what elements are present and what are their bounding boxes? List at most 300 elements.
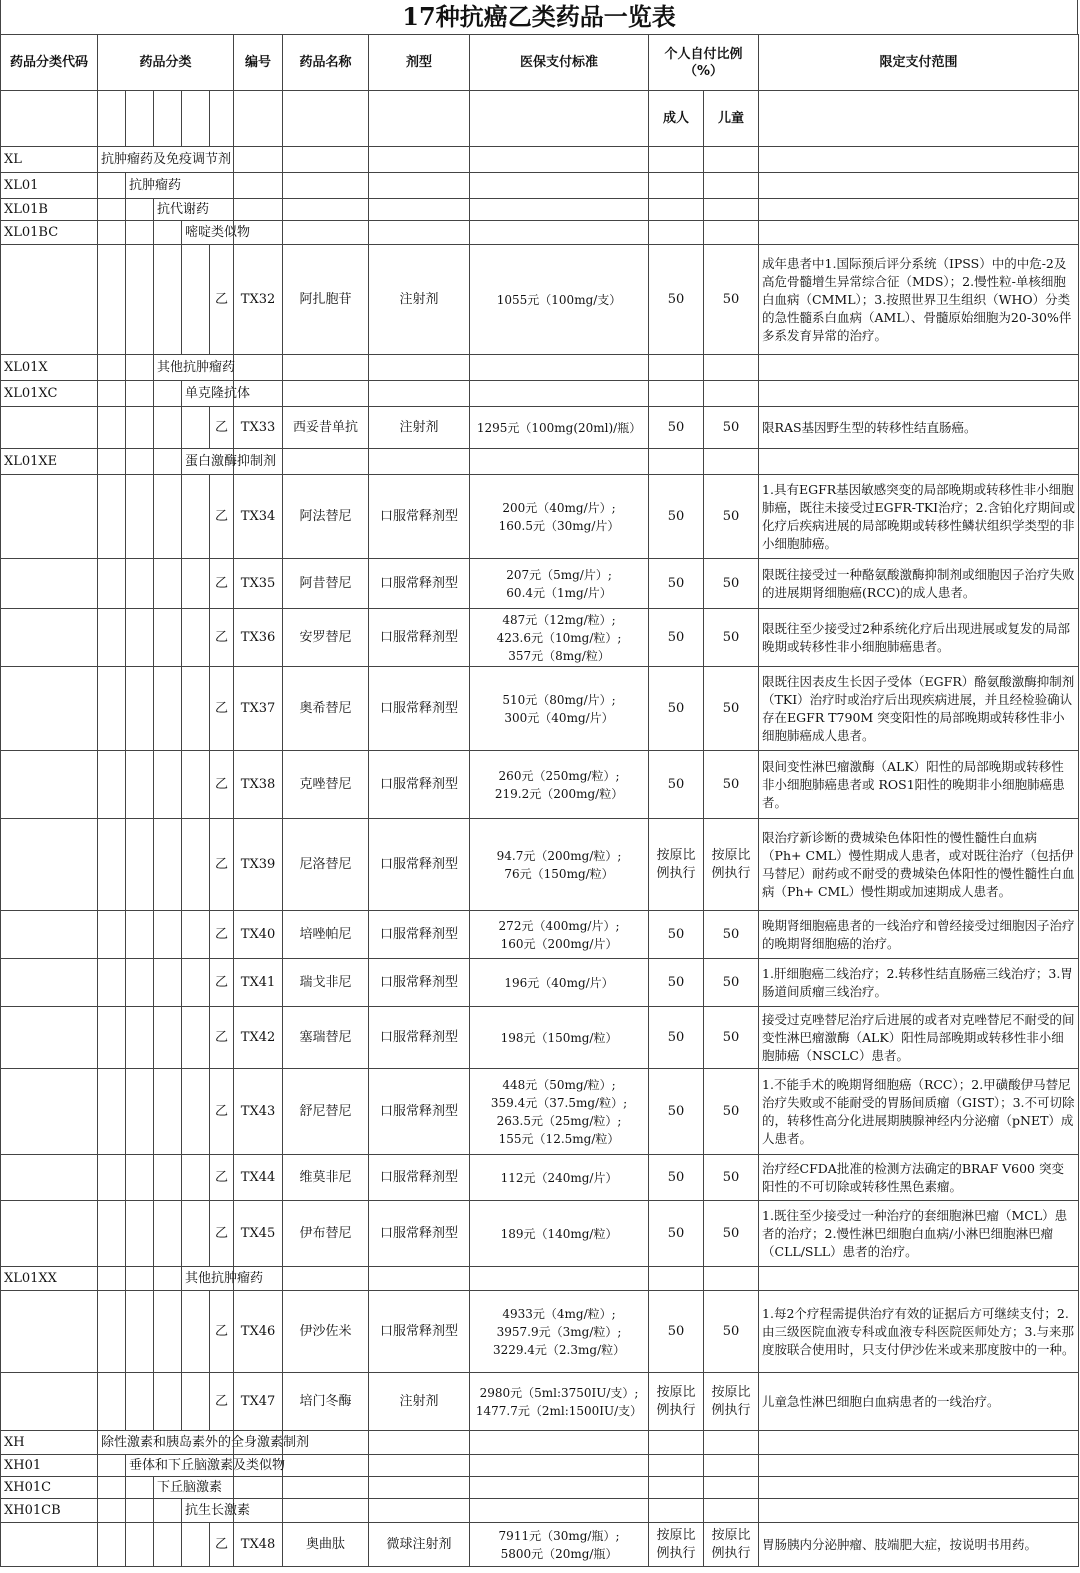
empty-cell <box>470 1477 649 1499</box>
empty-cell <box>470 173 649 199</box>
header-adult: 成人 <box>649 91 704 147</box>
empty-cell <box>182 667 210 751</box>
drug-name: 奥希替尼 <box>283 667 369 751</box>
empty-cell <box>283 221 369 245</box>
empty-cell <box>704 199 759 221</box>
drug-name: 伊布替尼 <box>283 1201 369 1267</box>
ratio-child: 50 <box>704 751 759 819</box>
empty-cell <box>126 1069 154 1155</box>
drug-form: 注射剂 <box>369 1373 470 1431</box>
empty-cell <box>283 1499 369 1523</box>
payment-standard-line: 160元（200mg/片） <box>500 936 618 951</box>
empty-cell <box>182 1523 210 1567</box>
empty-cell <box>1 559 98 609</box>
payment-scope: 儿童急性淋巴细胞白血病患者的一线治疗。 <box>759 1373 1079 1431</box>
empty-cell <box>98 199 126 221</box>
drug-number: TX39 <box>234 819 283 911</box>
drug-number: TX34 <box>234 475 283 559</box>
empty-cell <box>126 819 154 911</box>
table-row <box>1 751 1079 819</box>
empty-cell <box>649 1455 704 1477</box>
drug-number: TX43 <box>234 1069 283 1155</box>
header-number: 编号 <box>234 35 283 91</box>
empty-cell <box>126 355 154 381</box>
empty-cell <box>369 173 470 199</box>
empty-cell <box>182 819 210 911</box>
payment-standard-line: 155元（12.5mg/粒） <box>498 1131 620 1146</box>
ratio-adult: 50 <box>649 959 704 1007</box>
empty-cell <box>470 1499 649 1523</box>
category-row <box>1 1267 1079 1291</box>
category-row <box>1 1477 1079 1499</box>
payment-standard-line: 3229.4元（2.3mg/粒） <box>492 1342 626 1357</box>
ratio-child: 50 <box>704 911 759 959</box>
empty-cell <box>234 173 283 199</box>
drug-class-mark: 乙 <box>210 1523 234 1567</box>
category-row <box>1 1431 1079 1455</box>
payment-standard-line: 300元（40mg/片） <box>504 710 614 725</box>
empty-cell <box>126 1267 154 1291</box>
empty-cell <box>283 1477 369 1499</box>
empty-cell <box>154 1267 182 1291</box>
category-row <box>1 199 1079 221</box>
ratio-child: 50 <box>704 1155 759 1201</box>
empty-cell <box>283 173 369 199</box>
payment-standard <box>470 1155 649 1201</box>
empty-cell <box>154 1069 182 1155</box>
empty-cell <box>283 147 369 173</box>
empty-cell <box>126 667 154 751</box>
header-form: 剂型 <box>369 35 470 91</box>
drug-class-mark: 乙 <box>210 911 234 959</box>
drug-form: 口服常释剂型 <box>369 819 470 911</box>
empty-cell <box>649 1267 704 1291</box>
category-row <box>1 449 1079 475</box>
header-blank <box>154 91 182 147</box>
empty-cell <box>182 1373 210 1431</box>
empty-cell <box>126 245 154 355</box>
category-code: XH01C <box>1 1477 98 1499</box>
category-label: 下丘脑激素 <box>154 1477 234 1499</box>
category-code: XL <box>1 147 98 173</box>
empty-cell <box>649 355 704 381</box>
category-code: XH <box>1 1431 98 1455</box>
category-label: 嘧啶类似物 <box>182 221 234 245</box>
empty-cell <box>1 245 98 355</box>
payment-standard-line: 160.5元（30mg/片） <box>498 518 620 533</box>
ratio-adult: 50 <box>649 1069 704 1155</box>
empty-cell <box>98 1201 126 1267</box>
empty-cell <box>369 381 470 407</box>
payment-standard <box>470 1291 649 1373</box>
category-label: 抗生长激素 <box>182 1499 234 1523</box>
table-row <box>1 559 1079 609</box>
drug-number: TX41 <box>234 959 283 1007</box>
empty-cell <box>154 959 182 1007</box>
empty-cell <box>154 449 182 475</box>
drug-class-mark: 乙 <box>210 475 234 559</box>
payment-standard <box>470 911 649 959</box>
empty-cell <box>369 1499 470 1523</box>
empty-cell <box>283 1455 369 1477</box>
drug-name: 克唑替尼 <box>283 751 369 819</box>
empty-cell <box>154 559 182 609</box>
ratio-child: 50 <box>704 559 759 609</box>
drug-form: 注射剂 <box>369 245 470 355</box>
ratio-adult: 按原比例执行 <box>649 1373 704 1431</box>
empty-cell <box>154 1291 182 1373</box>
ratio-adult: 50 <box>649 1007 704 1069</box>
empty-cell <box>182 1155 210 1201</box>
drug-name: 维莫非尼 <box>283 1155 369 1201</box>
empty-cell <box>126 381 154 407</box>
ratio-child: 50 <box>704 959 759 1007</box>
header-row-2 <box>1 91 1079 147</box>
empty-cell <box>154 667 182 751</box>
header-blank <box>1 91 98 147</box>
payment-standard <box>470 667 649 751</box>
empty-cell <box>704 173 759 199</box>
payment-standard-line: 448元（50mg/粒）; <box>502 1077 616 1092</box>
empty-cell <box>1 911 98 959</box>
drug-class-mark: 乙 <box>210 609 234 667</box>
category-code: XH01CB <box>1 1499 98 1523</box>
payment-scope: 限既往至少接受过2种系统化疗后出现进展或复发的局部晚期或转移性非小细胞肺癌患者。 <box>759 609 1079 667</box>
category-code: XL01BC <box>1 221 98 245</box>
payment-scope: 限既往接受过一种酪氨酸激酶抑制剂或细胞因子治疗失败的进展期肾细胞癌(RCC)的成人患者。 <box>759 559 1079 609</box>
drug-name: 阿昔替尼 <box>283 559 369 609</box>
payment-standard-line: 3957.9元（3mg/粒）; <box>496 1324 622 1339</box>
drug-class-mark: 乙 <box>210 407 234 449</box>
empty-cell <box>126 1291 154 1373</box>
category-row <box>1 221 1079 245</box>
empty-cell <box>1 1373 98 1431</box>
payment-standard-line: 7911元（30mg/瓶）; <box>498 1528 620 1543</box>
payment-standard-line: 1295元（100mg(20ml)/瓶） <box>476 420 642 435</box>
drug-class-mark: 乙 <box>210 959 234 1007</box>
empty-cell <box>283 1267 369 1291</box>
payment-standard <box>470 1007 649 1069</box>
empty-cell <box>470 449 649 475</box>
category-label: 其他抗肿瘤药 <box>182 1267 234 1291</box>
empty-cell <box>704 355 759 381</box>
drug-class-mark: 乙 <box>210 1291 234 1373</box>
payment-scope: 限RAS基因野生型的转移性结直肠癌。 <box>759 407 1079 449</box>
empty-cell <box>470 355 649 381</box>
drug-form: 口服常释剂型 <box>369 751 470 819</box>
payment-standard-line: 359.4元（37.5mg/粒）; <box>490 1095 628 1110</box>
table-row <box>1 1373 1079 1431</box>
empty-cell <box>1 751 98 819</box>
payment-scope: 限既往因表皮生长因子受体（EGFR）酪氨酸激酶抑制剂（TKI）治疗时或治疗后出现疾病进展，并且经检验确认存在EGFR T790M 突变阳性的局部晚期或转移性非小细胞肺癌成人患者。 <box>759 667 1079 751</box>
empty-cell <box>126 1499 154 1523</box>
drug-name: 培门冬酶 <box>283 1373 369 1431</box>
payment-standard-line: 189元（140mg/粒） <box>500 1226 618 1241</box>
empty-cell <box>1 1291 98 1373</box>
payment-scope: 胃肠胰内分泌肿瘤、肢端肥大症，按说明书用药。 <box>759 1523 1079 1567</box>
empty-cell <box>470 1455 649 1477</box>
empty-cell <box>98 1267 126 1291</box>
payment-standard-line: 1055元（100mg/支） <box>496 292 622 307</box>
empty-cell <box>759 1499 1079 1523</box>
empty-cell <box>283 199 369 221</box>
category-code: XH01 <box>1 1455 98 1477</box>
empty-cell <box>182 475 210 559</box>
empty-cell <box>98 911 126 959</box>
empty-cell <box>126 407 154 449</box>
empty-cell <box>1 1201 98 1267</box>
header-code: 药品分类代码 <box>1 35 98 91</box>
drug-form: 口服常释剂型 <box>369 1291 470 1373</box>
empty-cell <box>126 475 154 559</box>
ratio-child: 50 <box>704 245 759 355</box>
header-child: 儿童 <box>704 91 759 147</box>
empty-cell <box>98 1477 126 1499</box>
empty-cell <box>759 449 1079 475</box>
empty-cell <box>126 199 154 221</box>
empty-cell <box>154 1499 182 1523</box>
drug-class-mark: 乙 <box>210 1007 234 1069</box>
empty-cell <box>126 1155 154 1201</box>
empty-cell <box>369 449 470 475</box>
empty-cell <box>369 221 470 245</box>
drug-form: 口服常释剂型 <box>369 1007 470 1069</box>
payment-standard-line: 4933元（4mg/粒）; <box>502 1306 616 1321</box>
drug-number: TX32 <box>234 245 283 355</box>
drug-number: TX48 <box>234 1523 283 1567</box>
header-blank <box>98 91 126 147</box>
table-row <box>1 245 1079 355</box>
payment-standard-line: 2980元（5ml:3750IU/支）; <box>479 1385 639 1400</box>
empty-cell <box>126 751 154 819</box>
payment-standard-line: 357元（8mg/粒） <box>508 648 610 663</box>
empty-cell <box>759 1455 1079 1477</box>
empty-cell <box>369 1431 470 1455</box>
drug-name: 伊沙佐米 <box>283 1291 369 1373</box>
drug-number: TX36 <box>234 609 283 667</box>
ratio-child: 按原比例执行 <box>704 1523 759 1567</box>
empty-cell <box>126 609 154 667</box>
drug-form: 口服常释剂型 <box>369 475 470 559</box>
empty-cell <box>1 1007 98 1069</box>
ratio-adult: 按原比例执行 <box>649 1523 704 1567</box>
payment-scope: 接受过克唑替尼治疗后进展的或者对克唑替尼不耐受的间变性淋巴瘤激酶（ALK）阳性局部晚期或转移性非小细胞肺癌（NSCLC）患者。 <box>759 1007 1079 1069</box>
empty-cell <box>98 245 126 355</box>
empty-cell <box>283 355 369 381</box>
empty-cell <box>759 381 1079 407</box>
empty-cell <box>98 449 126 475</box>
empty-cell <box>126 911 154 959</box>
empty-cell <box>98 221 126 245</box>
empty-cell <box>470 1431 649 1455</box>
empty-cell <box>649 1477 704 1499</box>
payment-standard-line: 510元（80mg/片）; <box>502 692 616 707</box>
drug-number: TX47 <box>234 1373 283 1431</box>
header-blank <box>234 91 283 147</box>
drug-form: 口服常释剂型 <box>369 1155 470 1201</box>
empty-cell <box>154 1155 182 1201</box>
empty-cell <box>1 1523 98 1567</box>
empty-cell <box>369 355 470 381</box>
payment-standard-line: 423.6元（10mg/粒）; <box>496 630 622 645</box>
empty-cell <box>759 147 1079 173</box>
payment-standard <box>470 1069 649 1155</box>
ratio-adult: 50 <box>649 475 704 559</box>
category-code: XL01XC <box>1 381 98 407</box>
drug-name: 瑞戈非尼 <box>283 959 369 1007</box>
empty-cell <box>1 819 98 911</box>
empty-cell <box>154 819 182 911</box>
empty-cell <box>182 1291 210 1373</box>
payment-standard-line: 272元（400mg/片）; <box>498 918 620 933</box>
empty-cell <box>126 1201 154 1267</box>
drug-number: TX44 <box>234 1155 283 1201</box>
drug-class-mark: 乙 <box>210 1069 234 1155</box>
category-row <box>1 381 1079 407</box>
empty-cell <box>182 1007 210 1069</box>
empty-cell <box>649 1499 704 1523</box>
drug-name: 培唑帕尼 <box>283 911 369 959</box>
empty-cell <box>98 959 126 1007</box>
empty-cell <box>126 449 154 475</box>
empty-cell <box>98 1069 126 1155</box>
ratio-child: 50 <box>704 1007 759 1069</box>
empty-cell <box>154 245 182 355</box>
payment-standard-line: 1477.7元（2ml:1500IU/支） <box>475 1403 643 1418</box>
drug-class-mark: 乙 <box>210 559 234 609</box>
payment-standard-line: 263.5元（25mg/粒）; <box>496 1113 622 1128</box>
table-row <box>1 667 1079 751</box>
empty-cell <box>154 1373 182 1431</box>
payment-scope: 1.具有EGFR基因敏感突变的局部晚期或转移性非小细胞肺癌，既往未接受过EGFR-TKI治疗；2.含铂化疗期间或化疗后疾病进展的局部晚期或转移性鳞状组织学类型的非小细胞肺癌。 <box>759 475 1079 559</box>
empty-cell <box>154 475 182 559</box>
empty-cell <box>154 407 182 449</box>
payment-scope: 1.每2个疗程需提供治疗有效的证据后方可继续支付；2.由三级医院血液专科或血液专科医院医师处方；3.与来那度胺联合使用时，只支付伊沙佐米或来那度胺中的一种。 <box>759 1291 1079 1373</box>
category-label: 除性激素和胰岛素外的全身激素制剂 <box>98 1431 234 1455</box>
empty-cell <box>704 1477 759 1499</box>
drug-class-mark: 乙 <box>210 1373 234 1431</box>
empty-cell <box>704 221 759 245</box>
empty-cell <box>182 1201 210 1267</box>
header-blank <box>470 91 649 147</box>
header-blank <box>369 91 470 147</box>
drug-class-mark: 乙 <box>210 1155 234 1201</box>
empty-cell <box>369 1455 470 1477</box>
ratio-adult: 50 <box>649 407 704 449</box>
payment-scope: 限间变性淋巴瘤激酶（ALK）阳性的局部晚期或转移性非小细胞肺癌患者或 ROS1阳性的晚期非小细胞肺癌患者。 <box>759 751 1079 819</box>
category-code: XL01XE <box>1 449 98 475</box>
empty-cell <box>759 173 1079 199</box>
empty-cell <box>182 911 210 959</box>
header-scope: 限定支付范围 <box>759 35 1079 91</box>
empty-cell <box>126 959 154 1007</box>
drug-class-mark: 乙 <box>210 1201 234 1267</box>
payment-standard-line: 5800元（20mg/瓶） <box>500 1546 618 1561</box>
empty-cell <box>283 449 369 475</box>
drug-number: TX33 <box>234 407 283 449</box>
empty-cell <box>470 199 649 221</box>
category-code: XL01B <box>1 199 98 221</box>
ratio-child: 按原比例执行 <box>704 819 759 911</box>
header-blank <box>759 91 1079 147</box>
empty-cell <box>649 1431 704 1455</box>
empty-cell <box>283 381 369 407</box>
empty-cell <box>470 381 649 407</box>
empty-cell <box>704 381 759 407</box>
ratio-child: 50 <box>704 1291 759 1373</box>
drug-form: 注射剂 <box>369 407 470 449</box>
drug-form: 口服常释剂型 <box>369 559 470 609</box>
empty-cell <box>649 173 704 199</box>
empty-cell <box>182 559 210 609</box>
payment-standard <box>470 245 649 355</box>
payment-scope: 晚期肾细胞癌患者的一线治疗和曾经接受过细胞因子治疗的晚期肾细胞癌的治疗。 <box>759 911 1079 959</box>
empty-cell <box>126 1373 154 1431</box>
empty-cell <box>649 221 704 245</box>
empty-cell <box>126 1477 154 1499</box>
empty-cell <box>1 1069 98 1155</box>
empty-cell <box>704 1455 759 1477</box>
table-row <box>1 1201 1079 1267</box>
table-body <box>1 147 1079 1567</box>
payment-standard <box>470 959 649 1007</box>
header-blank <box>182 91 210 147</box>
empty-cell <box>704 449 759 475</box>
table-row <box>1 1155 1079 1201</box>
header-blank <box>210 91 234 147</box>
header-standard: 医保支付标准 <box>470 35 649 91</box>
category-label: 单克隆抗体 <box>182 381 234 407</box>
table-row <box>1 1069 1079 1155</box>
payment-standard-line: 219.2元（200mg/粒） <box>494 786 624 801</box>
table-row <box>1 1007 1079 1069</box>
empty-cell <box>154 751 182 819</box>
empty-cell <box>704 1431 759 1455</box>
empty-cell <box>98 381 126 407</box>
payment-standard <box>470 1373 649 1431</box>
drug-number: TX37 <box>234 667 283 751</box>
drug-class-mark: 乙 <box>210 245 234 355</box>
empty-cell <box>649 147 704 173</box>
payment-standard <box>470 475 649 559</box>
payment-standard-line: 487元（12mg/粒）; <box>502 612 616 627</box>
payment-standard <box>470 819 649 911</box>
empty-cell <box>154 1201 182 1267</box>
header-blank <box>283 91 369 147</box>
ratio-child: 50 <box>704 667 759 751</box>
category-row <box>1 173 1079 199</box>
header-category: 药品分类 <box>98 35 234 91</box>
drug-name: 舒尼替尼 <box>283 1069 369 1155</box>
category-code: XL01XX <box>1 1267 98 1291</box>
empty-cell <box>649 381 704 407</box>
table-row <box>1 609 1079 667</box>
empty-cell <box>759 221 1079 245</box>
payment-standard-line: 207元（5mg/片）; <box>506 567 612 582</box>
empty-cell <box>369 147 470 173</box>
empty-cell <box>704 1499 759 1523</box>
empty-cell <box>126 1007 154 1069</box>
payment-standard <box>470 751 649 819</box>
drug-class-mark: 乙 <box>210 667 234 751</box>
page-title: 17种抗癌乙类药品一览表 <box>0 0 1078 34</box>
ratio-child: 50 <box>704 475 759 559</box>
header-blank <box>126 91 154 147</box>
category-label: 抗代谢药 <box>154 199 234 221</box>
ratio-adult: 50 <box>649 911 704 959</box>
ratio-child: 50 <box>704 407 759 449</box>
payment-standard-line: 76元（150mg/粒） <box>504 866 614 881</box>
